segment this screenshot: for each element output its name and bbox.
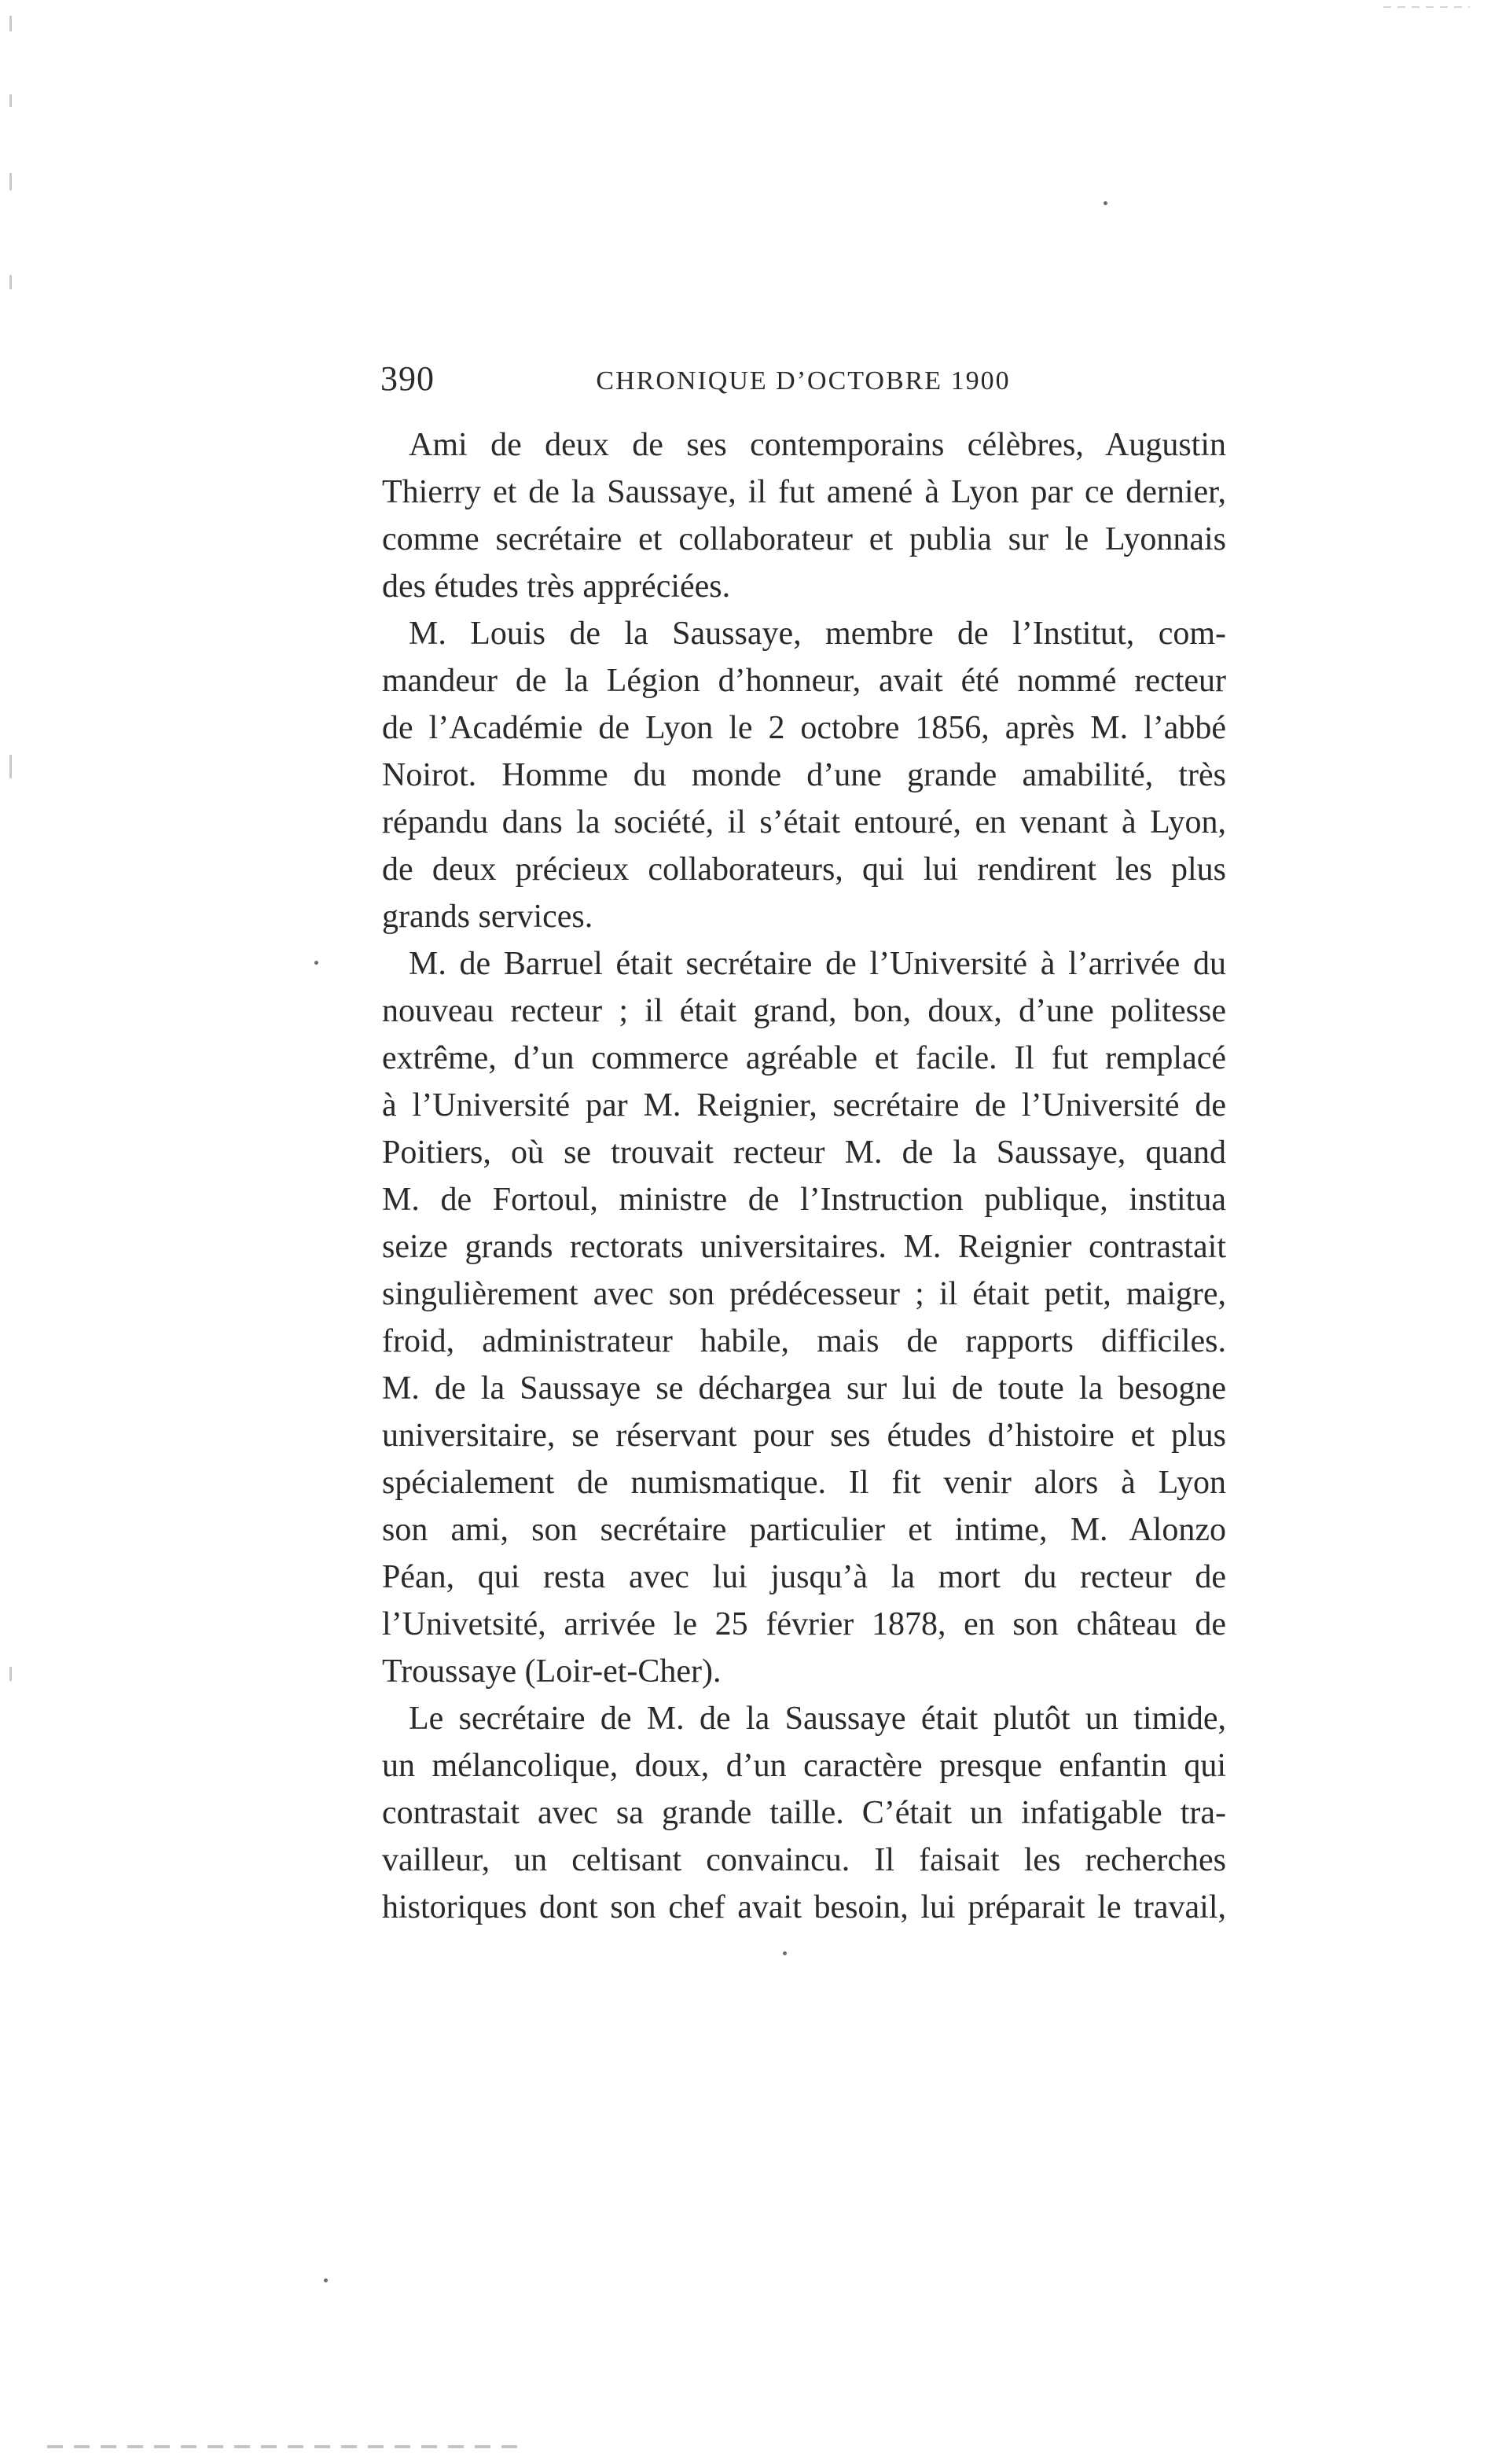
text-line: singulièrement avec son prédécesseur ; il était petit, maigre,: [382, 1276, 1226, 1312]
left-margin-speck: [9, 1667, 12, 1681]
text-line: Thierry et de la Saussaye, il fut amené à Lyon par ce dernier,: [382, 474, 1226, 510]
margin-dot: [324, 2278, 328, 2282]
text-line: l’Univetsité, arrivée le 25 février 1878, en son château de: [382, 1606, 1226, 1642]
text-line: comme secrétaire et collaborateur et publia sur le Lyonnais: [382, 521, 1226, 557]
text-line: nouveau recteur ; il était grand, bon, doux, d’une politesse: [382, 993, 1226, 1029]
text-line: des études très appréciées.: [382, 568, 731, 605]
paragraph: [382, 1695, 1226, 1931]
text-line: un mélancolique, doux, d’un caractère presque enfantin qui: [382, 1748, 1226, 1784]
page-header: [380, 355, 1226, 410]
text-line: Troussaye (Loir-et-Cher).: [382, 1653, 722, 1690]
text-line: extrême, d’un commerce agréable et facile. Il fut remplacé: [382, 1040, 1226, 1076]
text-line: mandeur de la Légion d’honneur, avait été nommé recteur: [382, 663, 1226, 699]
text-line: Noirot. Homme du monde d’une grande amabilité, très: [382, 757, 1226, 793]
text-line: de l’Académie de Lyon le 2 octobre 1856, après M. l’abbé: [382, 710, 1226, 746]
top-edge-dashes: [1383, 6, 1470, 8]
left-margin-speck: [9, 94, 12, 107]
left-margin-speck: [9, 173, 12, 190]
margin-dot: [314, 961, 318, 965]
text-line: Le secrétaire de M. de la Saussaye était plutôt un timide,: [409, 1701, 1226, 1737]
paragraph: [382, 421, 1226, 610]
text-line: vailleur, un celtisant convaincu. Il faisait les recherches: [382, 1842, 1226, 1878]
running-title: CHRONIQUE D’OCTOBRE 1900: [596, 366, 1011, 395]
paragraph: [382, 940, 1226, 1695]
text-line: de deux précieux collaborateurs, qui lui rendirent les plus: [382, 851, 1226, 888]
paragraph: [382, 610, 1226, 940]
margin-dot: [1104, 201, 1107, 205]
text-line: son ami, son secrétaire particulier et intime, M. Alonzo: [382, 1512, 1226, 1548]
text-line: M. de la Saussaye se déchargea sur lui de toute la besogne: [382, 1370, 1226, 1407]
text-line: froid, administrateur habile, mais de rapports difficiles.: [382, 1323, 1226, 1359]
text-line: Ami de deux de ses contemporains célèbres, Augustin: [409, 427, 1226, 463]
text-line: M. de Barruel était secrétaire de l’Université à l’arrivée du: [409, 946, 1226, 982]
text-line: historiques dont son chef avait besoin, lui préparait le travail,: [382, 1889, 1226, 1925]
text-line: universitaire, se réservant pour ses études d’histoire et plus: [382, 1418, 1226, 1454]
left-margin-speck: [9, 755, 12, 778]
text-line: contrastait avec sa grande taille. C’était un infatigable tra-: [382, 1795, 1226, 1831]
text-line: à l’Université par M. Reignier, secrétaire de l’Université de: [382, 1087, 1226, 1124]
text-line: Poitiers, où se trouvait recteur M. de la Saussaye, quand: [382, 1135, 1226, 1171]
text-line: spécialement de numismatique. Il fit venir alors à Lyon: [382, 1465, 1226, 1501]
margin-dot: [783, 1951, 787, 1955]
text-line: M. Louis de la Saussaye, membre de l’Institut, com-: [409, 616, 1226, 652]
left-margin-speck: [9, 16, 12, 31]
page-number: 390: [380, 359, 435, 398]
text-line: répandu dans la société, il s’était entouré, en venant à Lyon,: [382, 804, 1226, 840]
text-line: M. de Fortoul, ministre de l’Instruction publique, institua: [382, 1182, 1226, 1218]
bottom-edge-dashes: [47, 2445, 519, 2448]
text-line: Péan, qui resta avec lui jusqu’à la mort du recteur de: [382, 1559, 1226, 1595]
body-text: [382, 421, 1226, 1931]
text-line: seize grands rectorats universitaires. M. Reignier contrastait: [382, 1229, 1226, 1265]
text-line: grands services.: [382, 899, 593, 935]
left-margin-speck: [9, 275, 12, 289]
